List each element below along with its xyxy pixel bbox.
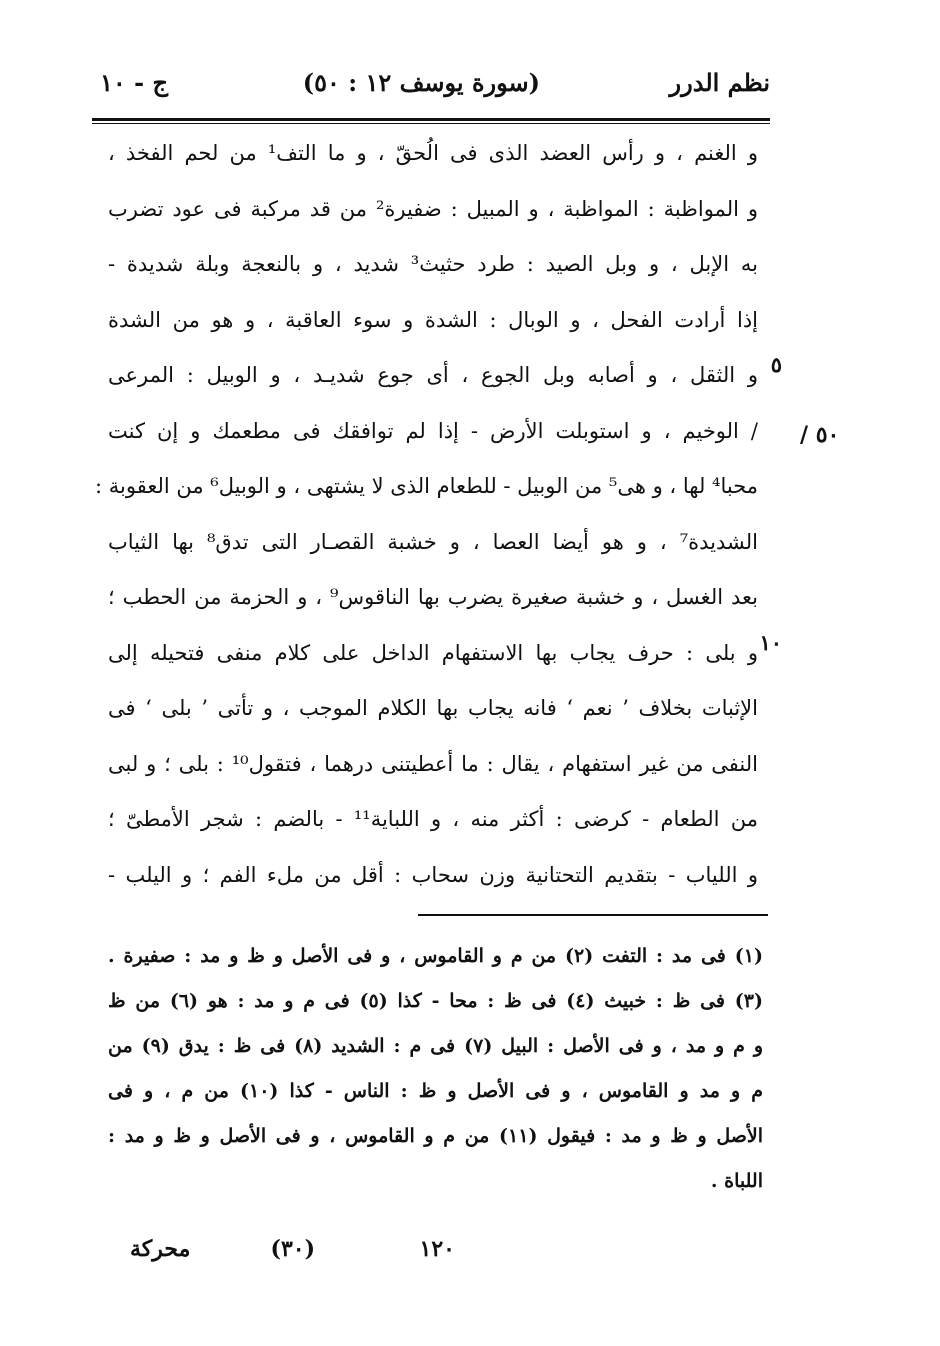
footnote-line: (١) فى مد : التفت (٢) من م و القاموس ، و فى الأصل و ظ و مد : صفيرة . (108, 945, 763, 967)
text-line: النفى من غير استفهام ، يقال : ما أعطيتنى درهما ، فتقول¹⁰ : بلى ؛ و لبى (108, 751, 759, 776)
footnote-rule (418, 914, 768, 916)
footnote-line: (٣) فى ظ : خبيث (٤) فى ظ : محا - كذا (٥) فى م و مد : هو (٦) من ظ (108, 990, 764, 1012)
text-line: و الغنم ، و رأس العضد الذى فى الُحقّ ، و ما التف¹ من لحم الفخذ ، (108, 141, 758, 165)
text-line: إذا أرادت الفحل ، و الوبال : الشدة و سوء العاقبة ، و هو من الشدة (108, 307, 758, 332)
text-line: و بلى : حرف يجاب بها الاستفهام الداخل على كلام منفى فتحيله إلى (108, 640, 758, 665)
page-footer (130, 1236, 690, 1276)
text-line: من الطعام - كرضى : أكثر منه ، و اللباية¹¹ - بالضم : شجر الأمطىّ ؛ (108, 807, 758, 831)
text-line: به الإبل ، و وبل الصيد : طرد حثيث³ شديد ، و بالنعجة وبلة شديدة - (108, 252, 758, 276)
text-line: الإثبات بخلاف ’ نعم ‘ فانه يجاب بها الكلام الموجب ، و تأتى ’ بلى ‘ فى (108, 696, 758, 720)
footnotes (108, 934, 763, 1204)
volume-reference: ج - ١٠ (100, 68, 168, 97)
text-line: و الثقل ، و أصابه وبل الجوع ، أى جوع شديـد ، و الوبيل : المرعى (108, 363, 758, 387)
footnote-line: م و مد و القاموس ، و فى الأصل و ظ : الناس - كذا (١٠) من م ، و فى (108, 1080, 763, 1102)
footnote-line: اللباة . (710, 1170, 763, 1192)
catchword: محركة (130, 1236, 191, 1262)
footnote-line: الأصل و ظ و مد : فيقول (١١) من م و القاموس ، و فى الأصل و ظ و مد : (108, 1125, 763, 1147)
text-line: محبا⁴ لها ، و هى⁵ من الوبيل - للطعام الذى لا يشتهى ، و الوبيل⁶ من العقوبة : (95, 474, 758, 498)
text-line: الشديدة⁷ ، و هو أيضا العصا ، و خشبة القصـار التى تدق⁸ بها الثياب (108, 529, 758, 554)
text-line: و المواظبة : المواظبة ، و المبيل : ضفيرة² من قد مركبة فى عود تضرب (108, 196, 758, 221)
footnote-line: و م و مد ، و فى الأصل : البيل (٧) فى م : الشديد (٨) فى ظ : يدق (٩) من (108, 1035, 763, 1057)
book-title: نظم الدرر (669, 68, 770, 97)
line-number-10: ١٠ (759, 630, 782, 655)
text-line: / الوخيم ، و استوبلت الأرض - إذا لم توافقك فى مطعمك و إن كنت (108, 418, 758, 443)
surah-reference: (سورة يوسف ١٢ : ٥٠) (302, 68, 540, 97)
main-text (95, 126, 759, 903)
text-line: بعد الغسل ، و خشبة صغيرة يضرب بها الناقوس⁹ ، و الحزمة من الحطب ؛ (108, 585, 758, 609)
text-line: و اللياب - بتقديم التحتانية وزن سحاب : أقل من ملء الفم ؛ و اليلب - (108, 862, 758, 887)
margin-page-reference: ٥٠ / (800, 422, 840, 448)
header-rule (92, 118, 770, 124)
signature-mark: (٣٠) (270, 1236, 315, 1262)
page-number: ١٢٠ (419, 1236, 455, 1262)
line-number-5: ٥ (770, 352, 782, 377)
running-header (90, 62, 770, 112)
